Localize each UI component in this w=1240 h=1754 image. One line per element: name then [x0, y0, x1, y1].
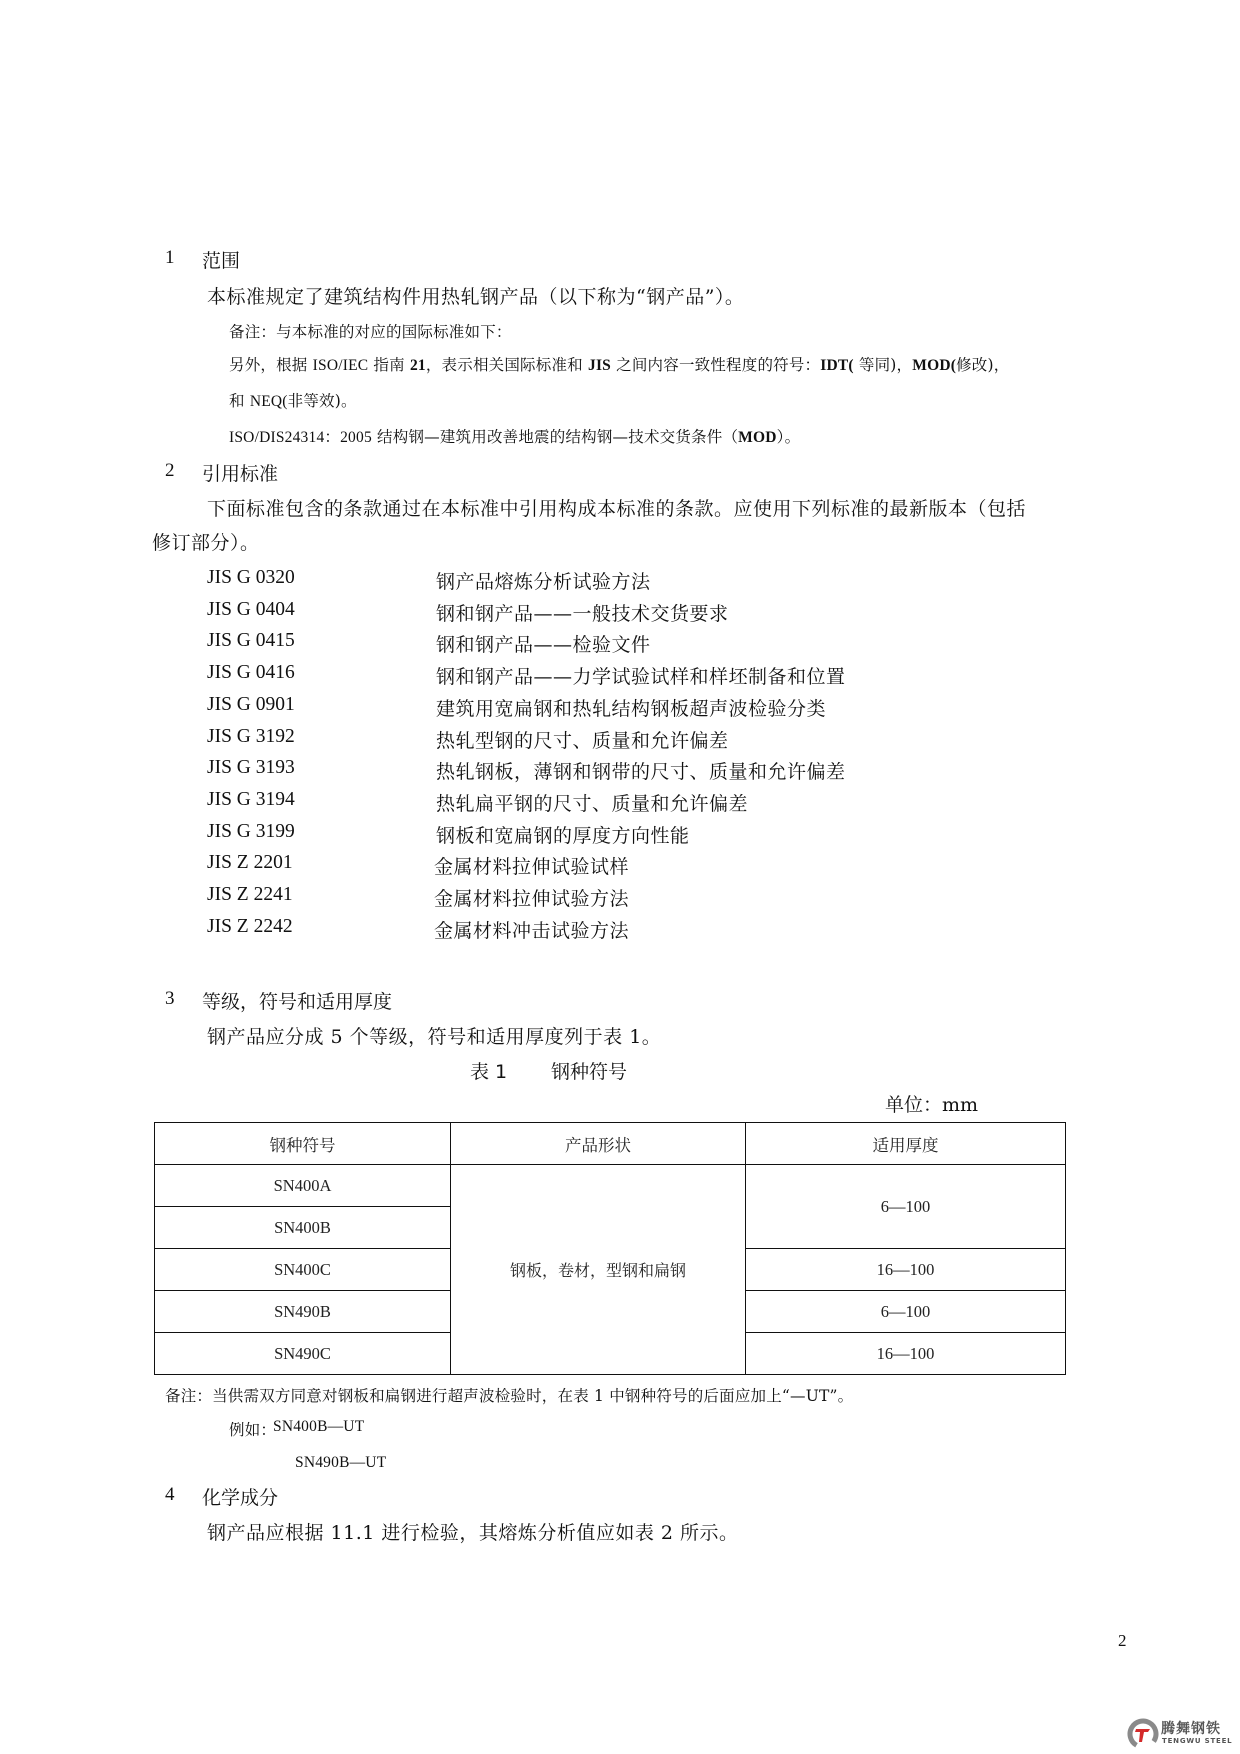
- grade-symbol-cell: SN490B: [155, 1291, 451, 1333]
- note-text: 和: [229, 392, 250, 410]
- reference-title: 热轧钢板，薄钢和钢带的尺寸、质量和允许偏差: [436, 761, 846, 783]
- table-1-unit: 单位：mm: [885, 1094, 979, 1116]
- section-1-note-1: 备注：与本标准的对应的国际标准如下：: [229, 323, 512, 341]
- reference-code: JIS G 0416: [207, 662, 295, 683]
- reference-code: JIS G 0404: [207, 599, 295, 620]
- reference-title: 金属材料拉伸试验方法: [434, 888, 630, 910]
- section-1-note-3: [229, 389, 357, 411]
- reference-title: 金属材料拉伸试验试样: [434, 856, 630, 878]
- section-2-title: 引用标准: [202, 463, 279, 485]
- table-1-note: 备注：当供需双方同意对钢板和扁钢进行超声波检验时，在表 1 中钢种符号的后面应加上“—UT”。: [165, 1387, 854, 1405]
- section-3-paragraph: 钢产品应分成 5 个等级，符号和适用厚度列于表 1。: [207, 1026, 662, 1048]
- reference-code: JIS G 3192: [207, 726, 295, 747]
- reference-code: JIS Z 2242: [207, 916, 293, 937]
- note-text: ，表示相关国际标准和: [425, 356, 588, 374]
- grade-symbol-cell: SN490C: [155, 1333, 451, 1375]
- grade-symbol-cell: SN400B: [155, 1207, 451, 1249]
- section-1-number: 1: [165, 247, 175, 268]
- section-3-title: 等级，符号和适用厚度: [202, 991, 393, 1013]
- reference-title: 建筑用宽扁钢和热轧结构钢板超声波检验分类: [436, 698, 827, 720]
- note-text: 指南: [368, 356, 410, 374]
- section-2-number: 2: [165, 460, 175, 481]
- reference-title: 钢和钢产品——检验文件: [436, 634, 651, 656]
- note-text: ）。: [776, 428, 801, 446]
- logo-mark-icon: [1127, 1718, 1159, 1750]
- section-2-paragraph-line-2: 修订部分）。: [152, 532, 260, 554]
- note-text: 等同)，: [853, 356, 913, 374]
- note-iso-dis-code: ISO/DIS24314：2005: [229, 429, 372, 446]
- reference-title: 热轧扁平钢的尺寸、质量和允许偏差: [436, 793, 749, 815]
- product-shape-cell: 钢板，卷材，型钢和扁钢: [451, 1165, 746, 1375]
- reference-code: JIS G 0901: [207, 694, 295, 715]
- note-guide-number: 21: [409, 357, 426, 374]
- section-4-title: 化学成分: [202, 1487, 279, 1509]
- reference-code: JIS G 3199: [207, 821, 295, 842]
- table-row: [155, 1165, 1066, 1207]
- reference-code: JIS G 0415: [207, 630, 295, 651]
- note-iso-iec: ISO/IEC: [312, 357, 369, 374]
- thickness-cell: 16—100: [746, 1333, 1066, 1375]
- note-mod-bold: MOD: [738, 429, 777, 446]
- steel-grade-table: [154, 1122, 1066, 1375]
- table-1-caption-number: 表 1: [470, 1061, 508, 1083]
- header-product-shape: 产品形状: [451, 1123, 746, 1165]
- page-number: 2: [1118, 1631, 1127, 1650]
- thickness-cell: 6—100: [746, 1165, 1066, 1249]
- reference-title: 热轧型钢的尺寸、质量和允许偏差: [436, 730, 729, 752]
- grade-symbol-cell: SN400C: [155, 1249, 451, 1291]
- note-mod: MOD(: [912, 357, 957, 374]
- table-header-row: [155, 1123, 1066, 1165]
- thickness-cell: 16—100: [746, 1249, 1066, 1291]
- note-idt: IDT(: [820, 357, 854, 374]
- section-3-number: 3: [165, 988, 175, 1009]
- section-1-paragraph: 本标准规定了建筑结构件用热轧钢产品（以下称为“钢产品”）。: [207, 286, 745, 308]
- note-text: 另外，根据: [229, 356, 313, 374]
- header-grade-symbol: 钢种符号: [155, 1123, 451, 1165]
- table-1-caption-title: 钢种符号: [551, 1061, 628, 1083]
- reference-title: 金属材料冲击试验方法: [434, 920, 630, 942]
- section-1-title: 范围: [202, 250, 241, 272]
- example-1: SN400B—UT: [273, 1418, 365, 1435]
- section-2-paragraph-line-1: 下面标准包含的条款通过在本标准中引用构成本标准的条款。应使用下列标准的最新版本（包括: [207, 498, 1027, 520]
- header-applicable-thickness: 适用厚度: [746, 1123, 1066, 1165]
- tengwu-steel-logo: [1127, 1717, 1237, 1751]
- grade-symbol-cell: SN400A: [155, 1165, 451, 1207]
- logo-text-en: TENGWU STEEL: [1162, 1737, 1233, 1745]
- example-label: 例如：: [229, 1421, 277, 1439]
- note-text: 修改)，: [956, 356, 1010, 374]
- logo-text-cn: 腾舞钢铁: [1161, 1721, 1221, 1737]
- reference-title: 钢板和宽扁钢的厚度方向性能: [436, 825, 690, 847]
- note-text: 之间内容一致性程度的符号：: [611, 356, 821, 374]
- reference-code: JIS G 3194: [207, 789, 295, 810]
- example-2: SN490B—UT: [295, 1454, 387, 1471]
- thickness-cell: 6—100: [746, 1291, 1066, 1333]
- section-4-paragraph: 钢产品应根据 11.1 进行检验，其熔炼分析值应如表 2 所示。: [207, 1522, 739, 1544]
- reference-code: JIS G 3193: [207, 757, 295, 778]
- reference-title: 钢产品熔炼分析试验方法: [436, 571, 651, 593]
- reference-title: 钢和钢产品——一般技术交货要求: [436, 603, 729, 625]
- section-4-number: 4: [165, 1484, 175, 1505]
- reference-code: JIS Z 2241: [207, 884, 293, 905]
- note-text: 非等效)。: [287, 392, 357, 410]
- note-jis: JIS: [588, 357, 612, 374]
- note-text: 结构钢—建筑用改善地震的结构钢—技术交货条件（: [371, 428, 739, 446]
- reference-title: 钢和钢产品——力学试验试样和样坯制备和位置: [436, 666, 846, 688]
- section-1-note-2: [229, 353, 1009, 375]
- reference-code: JIS G 0320: [207, 567, 295, 588]
- reference-code: JIS Z 2201: [207, 852, 293, 873]
- section-1-note-4: [229, 425, 800, 447]
- note-neq: NEQ(: [249, 393, 288, 410]
